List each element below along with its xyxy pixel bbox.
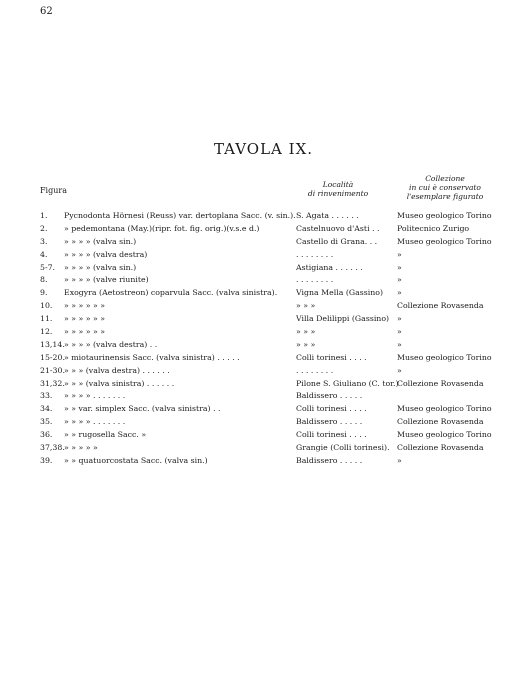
locality: Villa Delilippi (Gassino) (296, 314, 390, 324)
header-collezione-line2: in cui è conservato (409, 183, 481, 192)
table-row (36, 300, 492, 313)
collection: Museo geologico Torino (397, 352, 492, 362)
collection: Collezione Rovasenda (397, 378, 484, 388)
locality: Pilone S. Giuliano (C. tor.) (296, 378, 399, 388)
locality: . . . . . . . . (296, 275, 334, 285)
header-figura: Figura (40, 186, 67, 195)
figure-number: 1. (40, 211, 48, 220)
locality: . . . . . . . . (296, 249, 334, 259)
figure-number: 5-7. (40, 262, 56, 272)
species-name: Pycnodonta Hörnesi (Reuss) var. dertoplana Sacc. (v. sin.). (64, 211, 296, 220)
species-name: » miotaurinensis Sacc. (valva sinistra) . . . . . (64, 352, 240, 362)
table-row (36, 313, 492, 326)
collection: » (397, 365, 402, 375)
species-name: » » » » (valva destra) . . (64, 339, 158, 349)
header-localita-line1: Località (322, 180, 354, 189)
collection: Museo geologico Torino (397, 430, 492, 440)
table-row (36, 403, 492, 416)
collection: » (397, 327, 402, 337)
figure-number: 8. (40, 275, 48, 285)
collection: » (397, 288, 402, 298)
locality: Colli torinesi . . . . (296, 430, 367, 440)
collection: Collezione Rovasenda (397, 301, 484, 311)
figure-number: 35. (40, 417, 53, 427)
figure-number: 13,14. (40, 339, 65, 349)
locality: » » » (296, 339, 316, 349)
table-row (36, 223, 492, 236)
locality: Colli torinesi . . . . (296, 352, 367, 362)
species-name: » » » » » » (64, 314, 106, 324)
figure-number: 4. (40, 249, 48, 259)
table-row (36, 455, 492, 468)
table-row (36, 390, 492, 403)
page-title: TAVOLA IX. (213, 140, 314, 158)
species-name: » » var. simplex Sacc. (valva sinistra) . . (64, 404, 221, 414)
table-row (36, 262, 492, 275)
species-name: » » » (valva sinistra) . . . . . . (64, 378, 175, 388)
header-collezione-line3: l'esemplare figurato (406, 192, 484, 201)
species-name: » pedemontana (May.)(ripr. fot. fig. orig.)(v.s.e d.) (64, 223, 260, 233)
species-name: » » » » (valva sin.) (64, 262, 137, 272)
locality: Astigiana . . . . . . (296, 262, 363, 272)
species-name: » » » » (valva sin.) (64, 236, 137, 246)
table-row (36, 326, 492, 339)
species-name: » » » » . . . . . . . (64, 391, 126, 401)
collection: » (397, 339, 402, 349)
species-name: » » » » » » (64, 327, 106, 337)
locality: » » » (296, 301, 316, 311)
table-row (36, 378, 492, 391)
header-localita-line2: di rinvenimento (307, 189, 369, 198)
figure-number: 21-30. (40, 365, 65, 375)
table-row (36, 352, 492, 365)
collection: Museo geologico Torino (397, 236, 492, 246)
figure-number: 37,38. (40, 443, 65, 453)
species-name: » » » (valva destra) . . . . . . (64, 365, 170, 375)
table-row (36, 236, 492, 249)
figure-number: 12. (40, 327, 53, 337)
locality: Baldissero . . . . . (296, 391, 363, 401)
collection: » (397, 249, 402, 259)
header-collezione (400, 174, 490, 201)
table-row (36, 210, 492, 223)
locality: Colli torinesi . . . . (296, 404, 367, 414)
species-name: Exogyra (Aetostreon) coparvula Sacc. (valva sinistra). (64, 288, 278, 298)
locality: Baldissero . . . . . (296, 455, 363, 465)
collection: » (397, 455, 402, 465)
figure-number: 15-20. (40, 352, 65, 362)
locality: Castelnuovo d'Asti . . (296, 223, 380, 233)
locality: Grangie (Colli torinesi). (296, 443, 390, 453)
figure-number: 3. (40, 236, 48, 246)
species-name: » » » » . . . . . . . (64, 417, 126, 427)
locality: S. Agata . . . . . . (296, 211, 359, 220)
collection: Museo geologico Torino (397, 404, 492, 414)
figure-number: 31,32. (40, 378, 65, 388)
table-row (36, 274, 492, 287)
table-row (36, 429, 492, 442)
table-row (36, 442, 492, 455)
collection: » (397, 262, 402, 272)
page-number: 62 (40, 6, 53, 17)
table-row (36, 339, 492, 352)
table-row (36, 416, 492, 429)
table-row (36, 365, 492, 378)
figure-number: 34. (40, 404, 53, 414)
species-name: » » » » » » (64, 301, 106, 311)
figure-number: 39. (40, 455, 53, 465)
figure-number: 10. (40, 301, 53, 311)
table-row (36, 249, 492, 262)
species-name: » » » » (valva destra) (64, 249, 148, 259)
species-name: » » rugosella Sacc. » (64, 430, 147, 440)
figure-number: 11. (40, 314, 53, 324)
collection: Collezione Rovasenda (397, 417, 484, 427)
table-row (36, 287, 492, 300)
figure-number: 2. (40, 223, 48, 233)
species-name: » » » » » (64, 443, 98, 453)
header-collezione-line1: Collezione (425, 174, 465, 183)
locality: » » » (296, 327, 316, 337)
species-name: » » » » (valve riunite) (64, 275, 149, 285)
locality: . . . . . . . . (296, 365, 334, 375)
species-name: » » quatuorcostata Sacc. (valva sin.) (64, 455, 208, 465)
locality: Castello di Grana. . . (296, 236, 378, 246)
locality: Vigna Mella (Gassino) (296, 288, 384, 298)
figure-number: 9. (40, 288, 48, 298)
collection: » (397, 314, 402, 324)
plate-table (36, 210, 492, 468)
figure-number: 36. (40, 430, 53, 440)
collection: Museo geologico Torino (397, 211, 492, 220)
collection: Collezione Rovasenda (397, 443, 484, 453)
figure-number: 33. (40, 391, 53, 401)
header-localita (298, 180, 378, 198)
locality: Baldissero . . . . . (296, 417, 363, 427)
collection: Politecnico Zurigo (397, 223, 470, 233)
collection: » (397, 275, 402, 285)
